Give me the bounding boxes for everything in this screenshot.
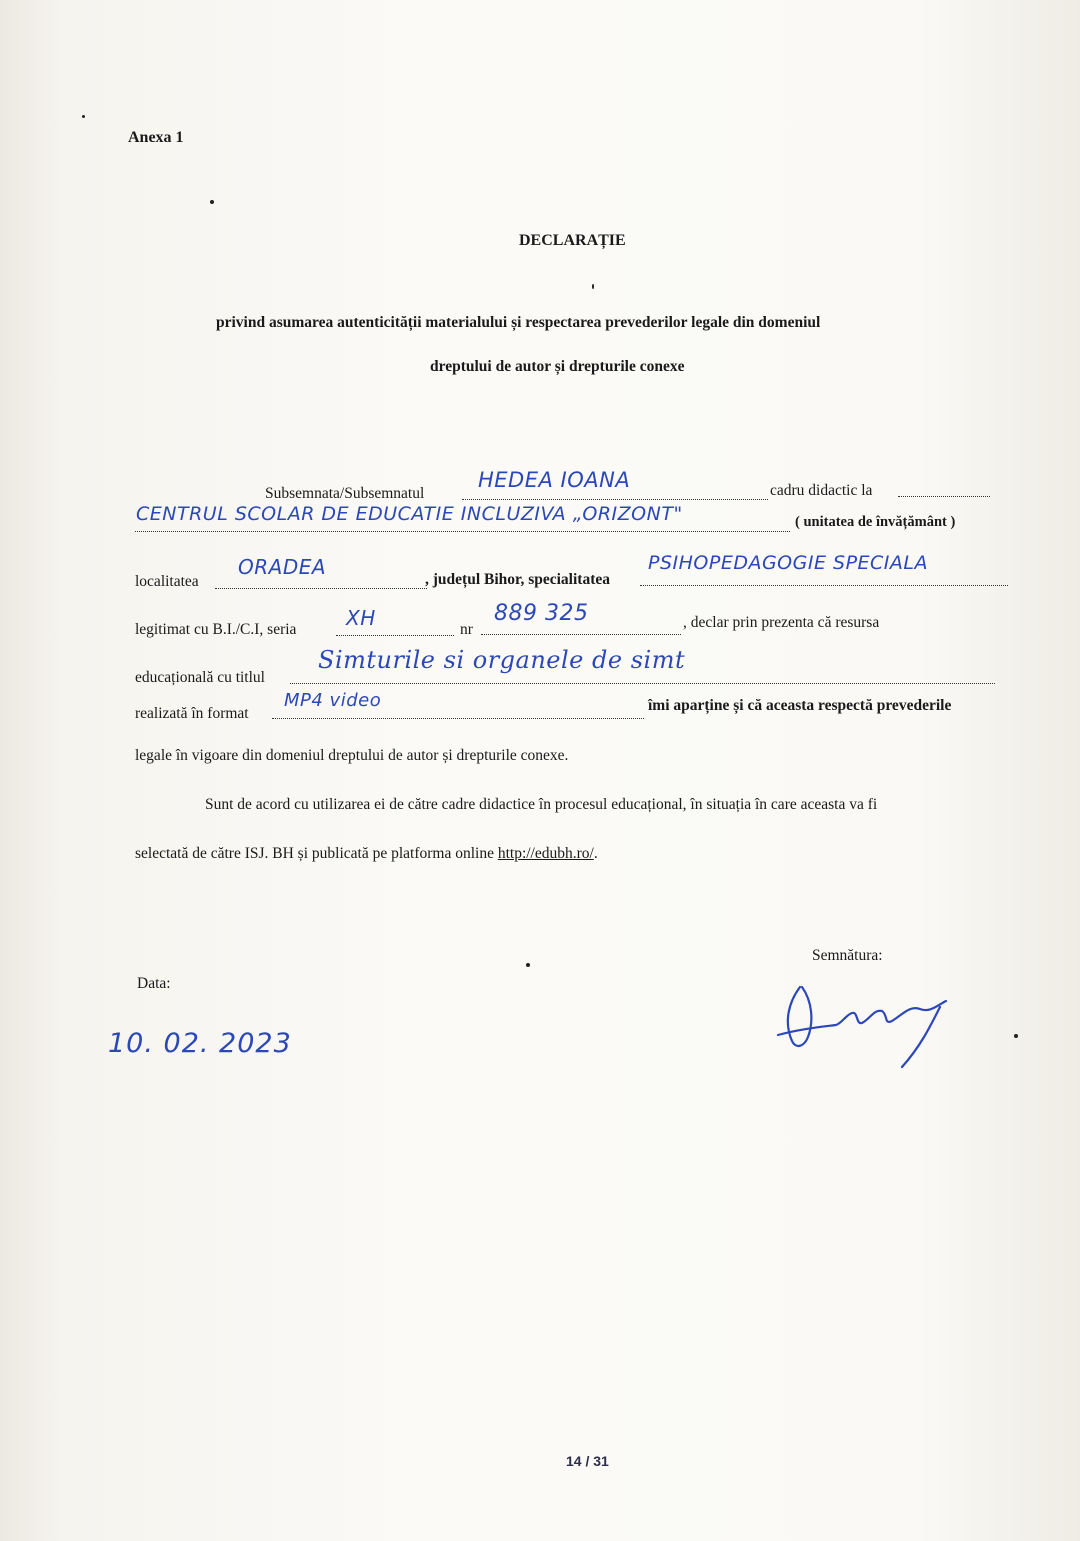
text-consent-suffix: .: [593, 845, 598, 862]
fill-line-specialty: [640, 585, 1008, 586]
handwritten-number: 889 325: [494, 601, 589, 626]
label-judet-specialitate: , județul Bihor, specialitatea: [425, 571, 611, 588]
label-subsemnatul: Subsemnata/Subsemnatul: [265, 485, 425, 502]
fill-line-number: [481, 634, 681, 635]
handwritten-date: 10. 02. 2023: [108, 1028, 292, 1059]
fill-line-title: [290, 683, 995, 684]
handwritten-format: MP4 video: [284, 690, 382, 711]
speck: [526, 963, 530, 967]
text-consent-line-2: [135, 844, 598, 864]
handwritten-name: HEDEA IOANA: [478, 468, 631, 492]
document-title: DECLARAȚIE: [519, 232, 626, 249]
fill-line-institution: [135, 531, 790, 532]
fill-line-series: [336, 635, 454, 636]
label-seria: legitimat cu B.I./C.I, seria: [135, 621, 297, 638]
fill-line-name: [462, 499, 768, 500]
handwritten-signature: [770, 975, 960, 1075]
speck: [210, 200, 214, 204]
page-number: 14 / 31: [566, 1453, 609, 1469]
label-declar: , declar prin prezenta că resursa: [683, 614, 880, 631]
label-apartine: îmi aparține și că aceasta respectă prevederile: [648, 697, 952, 714]
edubh-link[interactable]: http://edubh.ro/: [497, 845, 594, 862]
date-label: Data:: [137, 975, 171, 992]
label-format: realizată în format: [135, 705, 249, 722]
label-titlul: educațională cu titlul: [135, 669, 265, 686]
subtitle-line-1: privind asumarea autenticității materialului și respectarea prevederilor legale din domeniul: [216, 314, 821, 331]
handwritten-locality: ORADEA: [238, 555, 327, 579]
text-consent-line-1: Sunt de acord cu utilizarea ei de către cadre didactice în procesul educațional, în situația în care aceasta va fi: [205, 796, 878, 813]
fill-line-locality: [215, 588, 427, 589]
subtitle-line-2: dreptului de autor și drepturile conexe: [430, 358, 685, 375]
signature-label: Semnătura:: [812, 947, 883, 964]
fill-line-institution-start: [898, 496, 990, 497]
label-cadru-didactic: cadru didactic la: [770, 482, 873, 499]
handwritten-series: XH: [346, 606, 376, 630]
label-nr: nr: [460, 621, 473, 638]
text-consent-prefix: selectată de către ISJ. BH și publicată pe platforma online: [135, 845, 494, 862]
handwritten-resource-title: Simturile si organele de simt: [318, 646, 686, 674]
speck: [82, 115, 85, 118]
handwritten-specialty: PSIHOPEDAGOGIE SPECIALA: [648, 552, 928, 574]
label-unitatea: ( unitatea de învățământ ): [795, 514, 956, 530]
text-legal: legale în vigoare din domeniul dreptului de autor și drepturile conexe.: [135, 747, 569, 764]
speck: [1014, 1034, 1018, 1038]
handwritten-institution: CENTRUL SCOLAR DE EDUCATIE INCLUZIVA „ORIZONT": [136, 503, 683, 525]
fill-line-format: [272, 718, 644, 719]
label-localitatea: localitatea: [135, 573, 199, 590]
speck: [592, 284, 594, 289]
annex-label: Anexa 1: [128, 129, 184, 146]
